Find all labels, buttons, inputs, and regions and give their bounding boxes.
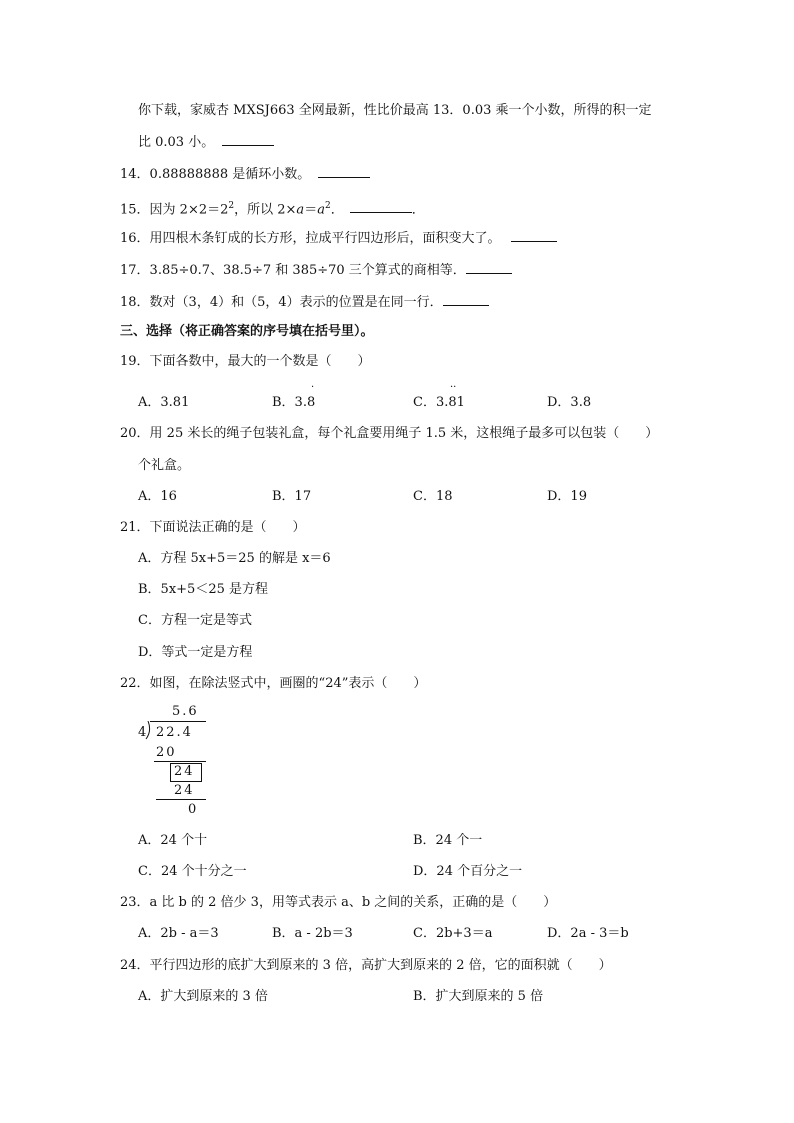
- question-23-text: 23．a 比 b 的 2 倍少 3，用等式表示 a、b 之间的关系，正确的是（ ）: [120, 895, 557, 910]
- option-20-a[interactable]: A．16: [138, 489, 177, 504]
- option-21-d[interactable]: D．等式一定是方程: [138, 645, 253, 660]
- long-division-figure: [138, 703, 218, 823]
- period: ．: [330, 202, 344, 218]
- answer-blank-16[interactable]: [511, 229, 557, 242]
- variable-a: a: [296, 202, 305, 218]
- question-20-line-1: 20．用 25 米长的绳子包装礼盒，每个礼盒要用绳子 1.5 米，这根绳子最多可以包装（ ）: [120, 426, 659, 441]
- question-13-line-2: [138, 133, 274, 152]
- option-23-b[interactable]: B．a - 2b＝3: [272, 926, 353, 941]
- option-19-b[interactable]: B．3.8: [272, 395, 316, 410]
- answer-blank-18[interactable]: [443, 293, 489, 306]
- question-17-text: 17．3.85÷0.7、38.5÷7 和 385÷70 三个算式的商相等．: [120, 263, 466, 278]
- question-24-text: 24．平行四边形的底扩大到原来的 3 倍，高扩大到原来的 2 倍，它的面积就（ ）: [120, 958, 612, 973]
- option-20-d[interactable]: D．19: [547, 489, 587, 504]
- question-18: [120, 293, 489, 312]
- answer-blank-14[interactable]: [318, 165, 370, 178]
- option-22-a[interactable]: A．24 个十: [138, 833, 208, 848]
- repeating-dot: ··: [450, 382, 457, 393]
- question-15-prefix: 15．因为 2×2＝2: [120, 202, 229, 218]
- question-13-text: 比 0.03 小。: [138, 135, 215, 150]
- option-22-b[interactable]: B．24 个一: [413, 833, 483, 848]
- division-line: [154, 761, 206, 762]
- division-quotient: 5.6: [172, 704, 199, 719]
- period: ．: [411, 202, 425, 218]
- question-15-mid: ，所以 2×: [234, 202, 297, 218]
- option-20-c[interactable]: C．18: [413, 489, 453, 504]
- division-divisor: 4: [138, 725, 149, 740]
- question-14-text: 14．0.88888888 是循环小数。: [120, 167, 311, 182]
- option-19-a[interactable]: A．3.81: [138, 395, 190, 410]
- question-15: [120, 197, 425, 219]
- question-18-text: 18．数对（3，4）和（5，4）表示的位置是在同一行．: [120, 295, 443, 310]
- question-16: [120, 229, 557, 248]
- option-23-c[interactable]: C．2b+3＝a: [413, 926, 493, 941]
- division-final: 0: [188, 802, 199, 817]
- option-24-a[interactable]: A．扩大到原来的 3 倍: [138, 989, 268, 1004]
- question-13-line-1: 你下载，家威杏 MXSJ663 全网最新，性比价最高 13．0.03 乘一个小数，所得的积一定: [138, 103, 652, 118]
- option-24-b[interactable]: B．扩大到原来的 5 倍: [413, 989, 544, 1004]
- question-22-text: 22．如图，在除法竖式中，画圈的“24”表示（ ）: [120, 676, 427, 691]
- division-step-2: 24: [174, 783, 195, 798]
- division-step-1: 20: [156, 745, 177, 760]
- option-21-a[interactable]: A．方程 5x+5＝25 的解是 x＝6: [138, 551, 331, 566]
- division-remainder: 24: [174, 764, 195, 779]
- superscript: 2: [228, 201, 235, 211]
- superscript: 2: [324, 201, 331, 211]
- answer-blank-15[interactable]: [350, 200, 412, 213]
- equals-sign: ＝: [304, 202, 318, 218]
- option-20-b[interactable]: B．17: [272, 489, 312, 504]
- question-16-text: 16．用四根木条钉成的长方形，拉成平行四边形后，面积变大了。: [120, 231, 501, 246]
- question-19-text: 19．下面各数中，最大的一个数是（ ）: [120, 354, 371, 369]
- question-21-text: 21．下面说法正确的是（ ）: [120, 520, 306, 535]
- option-23-d[interactable]: D．2a - 3＝b: [547, 926, 629, 941]
- option-19-c[interactable]: C．3.81: [413, 395, 465, 410]
- option-21-c[interactable]: C．方程一定是等式: [138, 613, 252, 628]
- answer-blank-13[interactable]: [222, 133, 274, 146]
- division-line: [156, 799, 206, 800]
- variable-a: a: [317, 202, 325, 218]
- option-22-c[interactable]: C．24 个十分之一: [138, 864, 247, 879]
- option-23-a[interactable]: A．2b - a＝3: [138, 926, 219, 941]
- repeating-dot: ·: [311, 382, 315, 393]
- question-20-line-2: 个礼盒。: [138, 458, 191, 473]
- section-3-title: 三、选择（将正确答案的序号填在括号里）。: [120, 324, 374, 339]
- question-14: [120, 165, 370, 184]
- division-bar: [150, 721, 206, 722]
- option-19-d[interactable]: D．3.8: [547, 395, 592, 410]
- division-dividend: 22.4: [156, 725, 193, 740]
- answer-blank-17[interactable]: [466, 261, 512, 274]
- option-21-b[interactable]: B．5x+5＜25 是方程: [138, 582, 268, 597]
- option-22-d[interactable]: D．24 个百分之一: [413, 864, 523, 879]
- question-17: [120, 261, 512, 280]
